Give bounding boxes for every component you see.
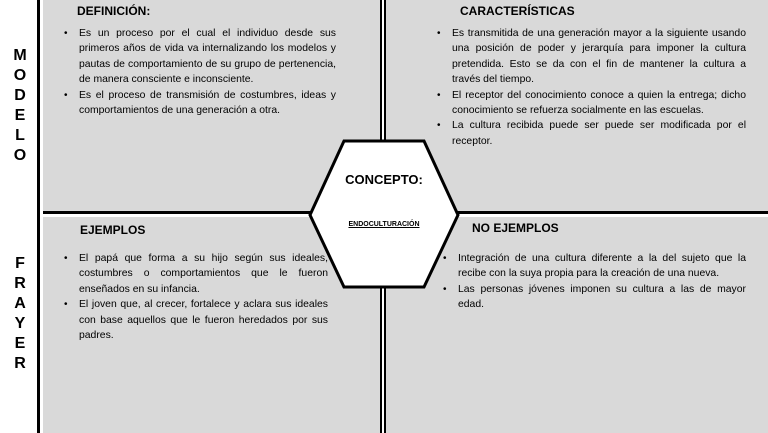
no-ejemplos-title: NO EJEMPLOS <box>472 221 559 235</box>
side-letter: A <box>14 295 26 312</box>
frayer-side-label <box>0 0 40 433</box>
side-letter: R <box>14 355 26 372</box>
side-word-frayer <box>0 254 40 374</box>
side-word-modelo <box>0 46 40 166</box>
concept-hexagon <box>308 138 460 290</box>
list-item: • Integración de una cultura diferente a la del sujeto que la recibe con la suya propia para la creación de una nueva. <box>442 251 746 282</box>
definicion-list <box>63 26 336 118</box>
hexagon-shape <box>310 141 458 287</box>
side-letter: Y <box>14 315 26 332</box>
ejemplos-list <box>63 251 328 343</box>
list-item: • El joven que, al crecer, fortalece y aclara sus ideales con base aquellos que le fueron heredados por sus padres. <box>63 297 328 343</box>
no-ejemplos-list <box>442 251 746 313</box>
side-letter: E <box>14 107 26 124</box>
concept-title: CONCEPTO: <box>345 172 423 187</box>
ejemplos-title: EJEMPLOS <box>80 223 146 237</box>
list-item: • Es un proceso por el cual el individuo desde sus primeros años de vida va internalizando los modelos y pautas de comportamiento de su grupo de pertenencia, de manera consciente e inconsciente. <box>63 26 336 88</box>
list-item: • El papá que forma a su hijo según sus ideales, costumbres o comportamientos que le fueron enseñados en su infancia. <box>63 251 328 297</box>
side-letter: R <box>14 275 26 292</box>
side-letter: M <box>13 47 27 64</box>
concept-term: ENDOCULTURACIÓN <box>348 221 420 228</box>
list-item: • El receptor del conocimiento conoce a quien la entrega; dicho conocimiento se refuerza socialmente en las escuelas. <box>436 88 746 119</box>
side-letter: L <box>15 127 25 144</box>
caracteristicas-title: CARACTERÍSTICAS <box>460 4 575 18</box>
side-letter: D <box>14 87 26 104</box>
side-letter: O <box>13 67 27 84</box>
side-letter: F <box>15 255 25 272</box>
list-item: • Las personas jóvenes imponen su cultura a las de mayor edad. <box>442 282 746 313</box>
definicion-title: DEFINICIÓN: <box>77 4 151 18</box>
side-letter: E <box>14 335 26 352</box>
list-item: • La cultura recibida puede ser puede ser modificada por el receptor. <box>436 118 746 149</box>
caracteristicas-list <box>436 26 746 149</box>
list-item: • Es el proceso de transmisión de costumbres, ideas y comportamientos de una generación a otra. <box>63 88 336 119</box>
side-letter: O <box>13 147 27 164</box>
list-item: • Es transmitida de una generación mayor a la siguiente usando una posición de poder y jerarquía para imponer la cultura pretendida. Esto se da con el fin de mantener la cultura a través del tiempo. <box>436 26 746 88</box>
